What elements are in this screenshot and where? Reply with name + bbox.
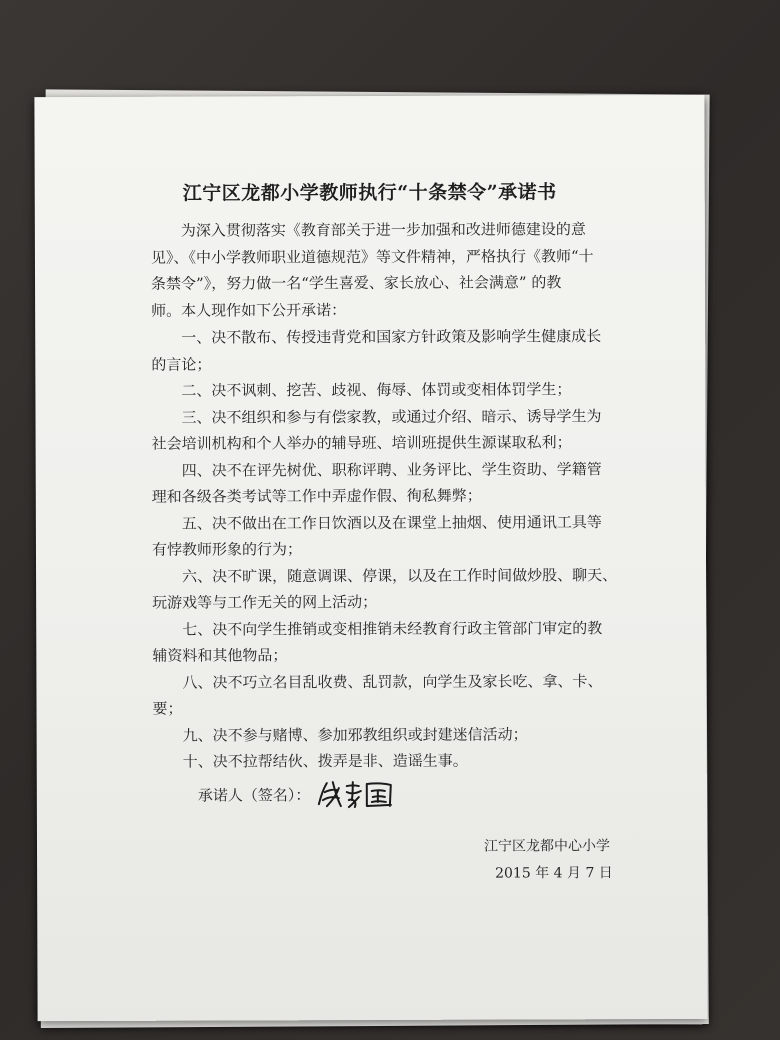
pledge-item-8: 八、决不巧立名目乱收费、乱罚款，向学生及家长吃、拿、卡、 (152, 671, 603, 692)
pledge-item-6: 六、决不旷课，随意调课、停课，以及在工作时间做炒股、聊天、 (152, 565, 618, 586)
pledge-item-2: 二、决不讽刺、挖苦、歧视、侮辱、体罚或变相体罚学生； (151, 380, 572, 400)
intro-line: 为深入贯彻落实《教育部关于进一步加强和改进师德建设的意 (150, 220, 586, 240)
intro-line: 见》、《中小学教师职业道德规范》等文件精神，严格执行《教师“十 (150, 246, 594, 267)
pledge-item-3-cont: 社会培训机构和个人举办的辅导班、培训班提供生源谋取私利； (151, 433, 572, 453)
pledge-item-9: 九、决不参与赌博、参加邪教组织或封建迷信活动； (152, 724, 528, 745)
signature-label: 承诺人（签名）： (197, 785, 311, 805)
intro-line: 条禁令”》，努力做一名“学生喜爱、家长放心、社会满意” 的教 (151, 273, 562, 293)
document-page (34, 95, 707, 1021)
pledge-item-3: 三、决不组织和参与有偿家教，或通过介绍、暗示、诱导学生为 (151, 406, 602, 427)
pledge-item-5: 五、决不做出在工作日饮酒以及在课堂上抽烟、使用通讯工具等 (151, 512, 602, 533)
pledge-item-7: 七、决不向学生推销或变相推销未经教育行政主管部门审定的教 (152, 618, 603, 639)
intro-paragraph (151, 216, 621, 324)
pledge-item-1-cont: 的言论； (151, 355, 212, 374)
pledge-list (151, 323, 623, 775)
pledge-item-5-cont: 有悖教师形象的行为； (151, 540, 303, 559)
pledge-item-1: 一、决不散布、传授违背党和国家方针政策及影响学生健康成长 (151, 327, 602, 347)
signature-line (198, 778, 397, 811)
pledge-item-7-cont: 辅资料和其他物品； (152, 646, 288, 665)
handwritten-signature (314, 778, 396, 810)
document-date: 2015 年 4 月 7 日 (495, 865, 613, 882)
school-name: 江宁区龙都中心小学 (483, 838, 611, 855)
intro-line: 师。本人现作如下公开承诺： (151, 300, 347, 320)
document-title: 江宁区龙都小学教师执行“十条禁令”承诺书 (182, 181, 557, 205)
pledge-item-8-cont: 要； (152, 699, 183, 718)
pledge-item-6-cont: 玩游戏等与工作无关的网上活动； (152, 592, 378, 612)
pledge-item-4: 四、决不在评先树优、职称评聘、业务评比、学生资助、学籍管 (151, 459, 602, 480)
pledge-item-4-cont: 理和各级各类考试等工作中弄虚作假、徇私舞弊； (151, 486, 482, 506)
pledge-item-10: 十、决不拉帮结伙、拨弄是非、造谣生事。 (152, 751, 468, 771)
